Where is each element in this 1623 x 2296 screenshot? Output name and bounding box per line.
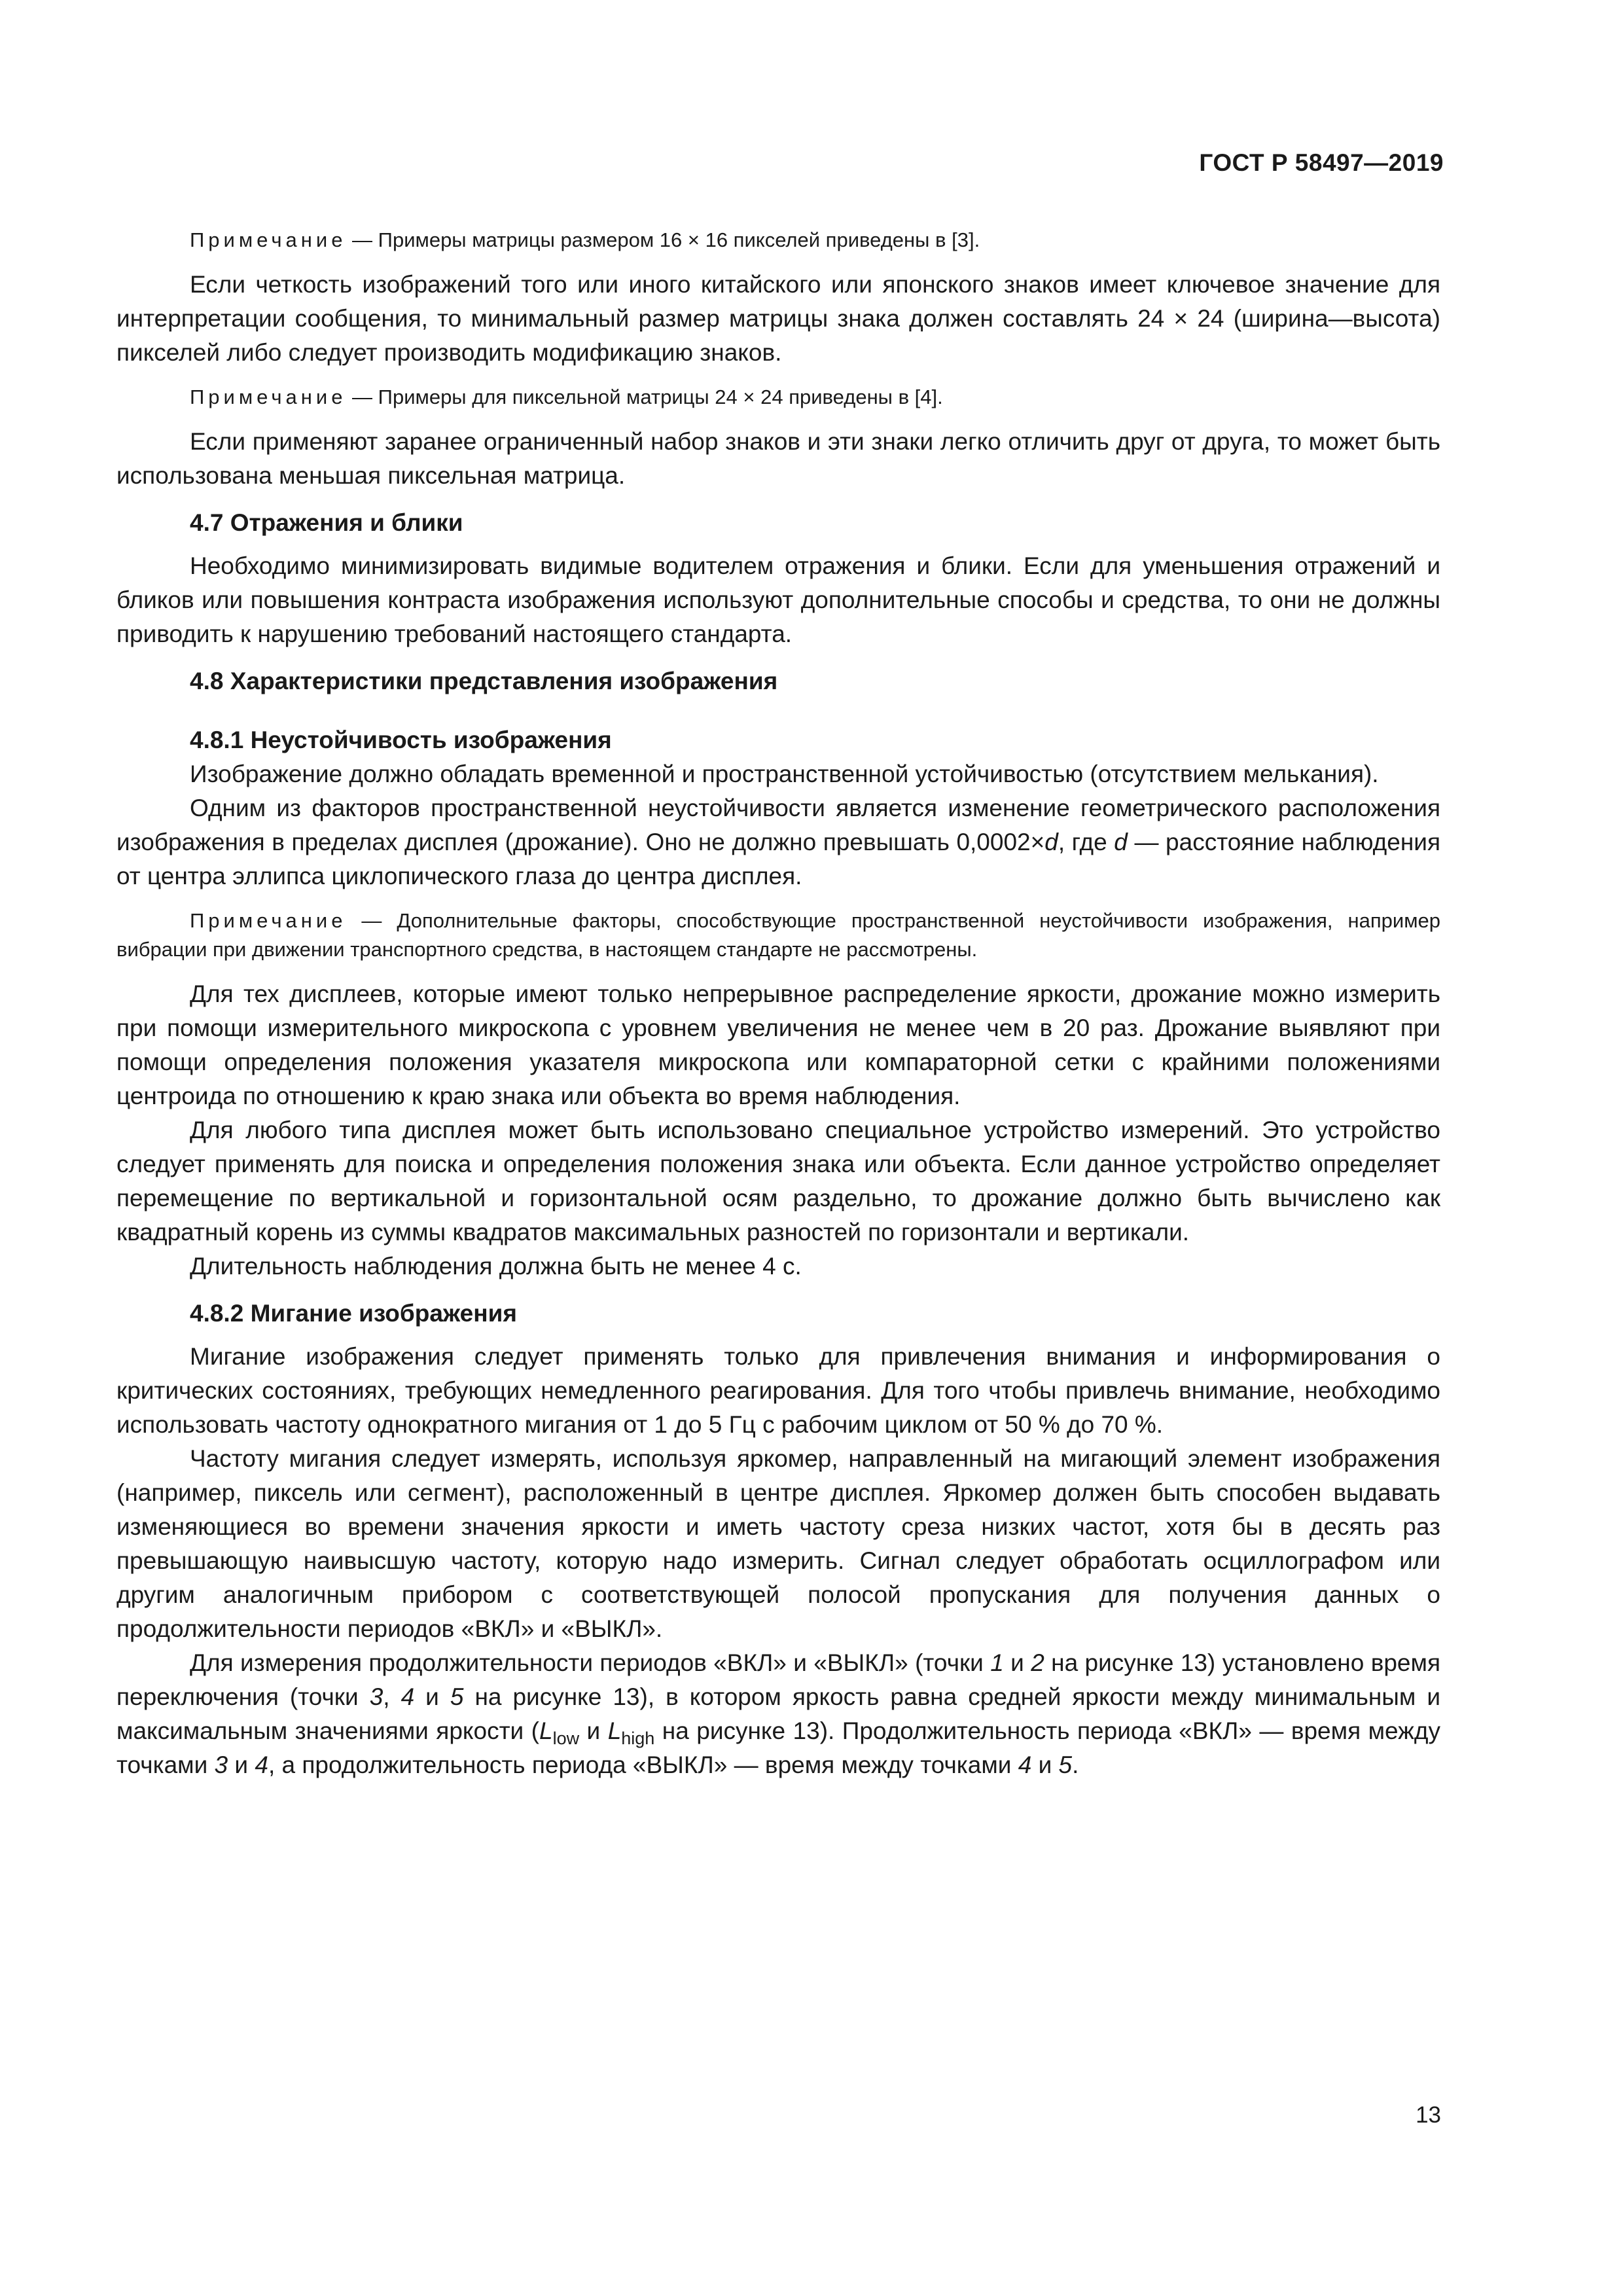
section-heading-4-8-2: 4.8.2 Мигание изображения xyxy=(190,1300,517,1327)
paragraph: Мигание изображения следует применять только для привлечения внимания и информирования о критических состояниях, требующих немедленного реагирования. Для того чтобы привлечь внимание, необходимо использовать частоту однократного мигания от 1 до 5 Гц с рабочим циклом от 50 % до 70 %. xyxy=(116,1343,1440,1438)
document-code-header: ГОСТ Р 58497—2019 xyxy=(1199,149,1444,176)
note-label: Примечание xyxy=(190,909,347,932)
note-3: Примечание — Дополнительные факторы, способствующие пространственной неустойчивости изображения, например вибрации при движении транспортного средства, в настоящем стандарте не рассмотрены. xyxy=(116,909,1440,961)
paragraph: Для тех дисплеев, которые имеют только непрерывное распределение яркости, дрожание можно измерить при помощи измерительного микроскопа с уровнем увеличения не менее чем в 20 раз. Дрожание выявляют при помощи определения положения указателя микроскопа или компараторной сетки с крайними положениями центроида по отношению к краю знака или объекта во время наблюдения. xyxy=(116,980,1440,1109)
note-1: Примечание — Примеры матрицы размером 16 × 16 пикселей приведены в [3]. xyxy=(190,228,980,251)
paragraph: Для измерения продолжительности периодов «ВКЛ» и «ВЫКЛ» (точки 1 и 2 на рисунке 13) установлено время переключения (точки 3, 4 и 5 на рисунке 13), в котором яркость равна средней яркости между минимальным и максимальным значениями яркости ($L_{low}$ и $L_{high}$ на рисунке 13). Продолжительность периода «ВКЛ» — время между точками 3 и 4, а продолжительность периода «ВЫКЛ» — время между точками 4 и 5. xyxy=(116,1649,1441,1778)
paragraph: Для любого типа дисплея может быть использовано специальное устройство измерений. Это устройство следует применять для поиска и определения положения знака или объекта. Если данное устройство определяет перемещение по вертикальной и горизонтальной осям раздельно, то дрожание должно быть вычислено как квадратный корень из суммы квадратов максимальных разностей по горизонтали и вертикали. xyxy=(116,1117,1440,1246)
document-body xyxy=(116,226,1440,1782)
section-heading-4-8: 4.8 Характеристики представления изображения xyxy=(190,668,778,694)
paragraph: Одним из факторов пространственной неустойчивости является изменение геометрического расположения изображения в пределах дисплея (дрожание). Оно не должно превышать 0,0002×d, где d — расстояние наблюдения от центра эллипса циклопического глаза до центра дисплея. xyxy=(116,795,1440,889)
paragraph: Изображение должно обладать временной и пространственной устойчивостью (отсутствием мелькания). xyxy=(190,761,1379,787)
paragraph: Частоту мигания следует измерять, используя яркомер, направленный на мигающий элемент изображения (например, пиксель или сегмент), расположенный в центре дисплея. Яркомер должен быть способен выдавать изменяющиеся во времени значения яркости и иметь частоту среза низких частот, хотя бы в десять раз превышающую наивысшую частоту, которую надо измерить. Сигнал следует обработать осциллографом или другим аналогичным прибором с соответствующей полосой пропускания для получения данных о продолжительности периодов «ВКЛ» и «ВЫКЛ». xyxy=(116,1445,1440,1642)
section-heading-4-7: 4.7 Отражения и блики xyxy=(190,509,463,536)
paragraph: Если четкость изображений того или иного китайского или японского знаков имеет ключевое значение для интерпретации сообщения, то минимальный размер матрицы знака должен составлять 24 × 24 (ширина—высота) пикселей либо следует производить модификацию знаков. xyxy=(116,271,1440,366)
page-number: 13 xyxy=(1416,2102,1441,2128)
note-label: Примечание xyxy=(190,386,347,408)
paragraph: Длительность наблюдения должна быть не менее 4 с. xyxy=(190,1253,802,1280)
paragraph: Необходимо минимизировать видимые водителем отражения и блики. Если для уменьшения отражений и бликов или повышения контраста изображения используют дополнительные способы и средства, то они не должны приводить к нарушению требований настоящего стандарта. xyxy=(116,552,1440,647)
section-heading-4-8-1: 4.8.1 Неустойчивость изображения xyxy=(190,726,612,753)
note-2: Примечание — Примеры для пиксельной матрицы 24 × 24 приведены в [4]. xyxy=(190,386,943,408)
paragraph: Если применяют заранее ограниченный набор знаков и эти знаки легко отличить друг от друга, то может быть использована меньшая пиксельная матрица. xyxy=(116,428,1440,489)
note-label: Примечание xyxy=(190,228,347,251)
